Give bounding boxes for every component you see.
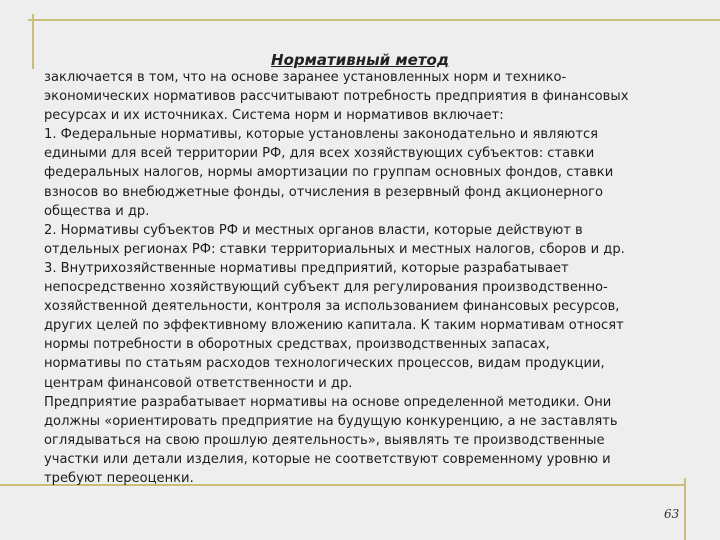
body-line: отдельных регионах РФ: ставки территориальных и местных налогов, сборов и др. bbox=[44, 241, 625, 257]
body-line: хозяйственной деятельности, контроля за использованием финансовых ресурсов, bbox=[44, 299, 620, 315]
body-line: должны «ориентировать предприятие на будущую конкуренцию, а не заставлять bbox=[44, 413, 618, 429]
body-line: нормативы по статьям расходов технологических процессов, видам продукции, bbox=[44, 356, 605, 372]
body-line: участки или детали изделия, которые не соответствуют современному уровню и bbox=[44, 451, 611, 467]
body-line: непосредственно хозяйствующий субъект для регулирования производственно- bbox=[44, 280, 608, 296]
body-line: едиными для всей территории РФ, для всех хозяйствующих субъектов: ставки bbox=[44, 146, 595, 162]
body-line: ресурсах и их источниках. Система норм и нормативов включает: bbox=[44, 108, 504, 124]
body-line: центрам финансовой ответственности и др. bbox=[44, 375, 353, 391]
body-line: Предприятие разрабатывает нормативы на основе определенной методики. Они bbox=[44, 394, 612, 410]
body-line: 1. Федеральные нормативы, которые установлены законодательно и являются bbox=[44, 127, 599, 143]
body-line: оглядываться на свою прошлую деятельность», выявлять те производственные bbox=[44, 432, 605, 448]
body-line: других целей по эффективному вложению капитала. К таким нормативам относят bbox=[44, 318, 624, 334]
body-line: 3. Внутрихозяйственные нормативы предприятий, которые разрабатывает bbox=[44, 260, 569, 276]
slide-body bbox=[44, 68, 684, 488]
body-line: требуют переоценки. bbox=[44, 470, 194, 486]
slide-title bbox=[0, 51, 720, 69]
body-line: экономических нормативов рассчитывают потребность предприятия в финансовых bbox=[44, 89, 629, 105]
body-line: заключается в том, что на основе заранее установленных норм и технико- bbox=[44, 70, 567, 85]
page-number: 63 bbox=[664, 507, 680, 521]
slide-title-text: Нормативный метод bbox=[271, 51, 449, 69]
body-line: федеральных налогов, нормы амортизации по группам основных фондов, ставки bbox=[44, 165, 614, 181]
body-line: общества и др. bbox=[44, 203, 150, 219]
body-line: взносов во внебюджетные фонды, отчисления в резервный фонд акционерного bbox=[44, 184, 604, 200]
decorative-top-line bbox=[28, 19, 720, 21]
body-line: нормы потребности в оборотных средствах, производственных запасах, bbox=[44, 337, 550, 353]
decorative-right-line bbox=[684, 478, 686, 540]
body-line: 2. Нормативы субъектов РФ и местных органов власти, которые действуют в bbox=[44, 222, 583, 238]
